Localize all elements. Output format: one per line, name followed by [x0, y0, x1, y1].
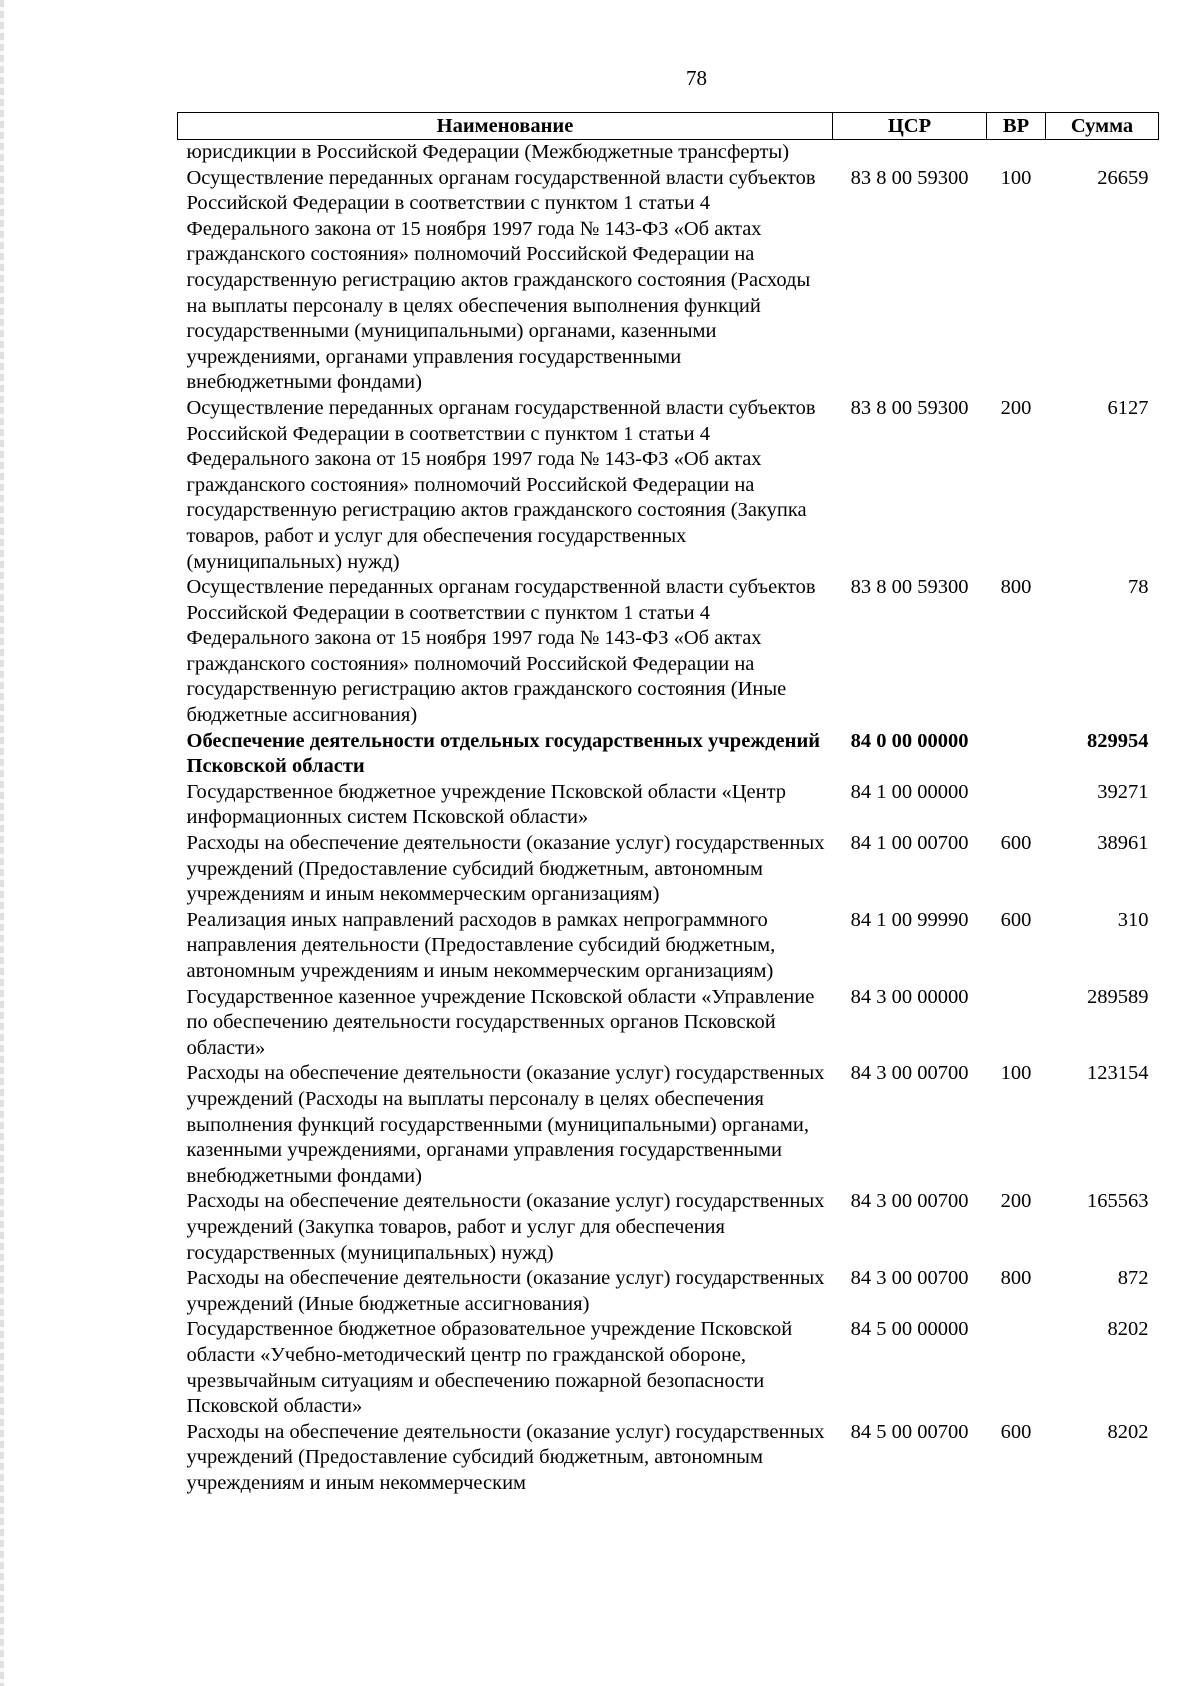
header-sum: Сумма [1046, 113, 1159, 140]
row-csr: 84 1 00 99990 [850, 908, 969, 931]
row-sum: 8202 [1107, 1420, 1149, 1443]
row-vr [987, 729, 1046, 780]
page-number: 78 [686, 66, 707, 90]
row-name: Государственное казенное учреждение Псковской области «Управление по обеспечению деятельности государственных органов Псковской области» [186, 985, 815, 1059]
row-csr: 84 3 00 00700 [850, 1190, 969, 1213]
row-name: юрисдикции в Российской Федерации (Межбюджетные трансферты) [186, 141, 790, 163]
table-row [178, 1266, 1159, 1317]
row-name: Государственное бюджетное образовательное учреждение Псковской области «Учебно-методический центр по гражданской обороне, чрезвычайным ситуациям и обеспечению пожарной безопасности Псковской области» [186, 1318, 793, 1418]
row-name: Государственное бюджетное учреждение Псковской области «Центр информационных систем Псковской области» [186, 780, 787, 829]
row-vr [987, 780, 1046, 831]
header-name: Наименование [178, 113, 833, 140]
table-row [178, 166, 1159, 396]
row-name: Осуществление переданных органам государственной власти субъектов Российской Федерации в соответствии с пунктом 1 статьи 4 Федерального закона от 15 ноября 1997 года № 143-ФЗ «Об актах гражданского состояния» полномочий Российской Федерации на государственную регистрацию актов гражданского состояния (Иные бюджетные ассигнования) [186, 576, 816, 727]
row-sum: 310 [1117, 908, 1149, 931]
table-row [178, 1317, 1159, 1419]
row-vr: 600 [1000, 1420, 1032, 1443]
row-vr: 800 [1000, 1267, 1032, 1290]
row-sum: 289589 [1087, 985, 1149, 1008]
row-name: Реализация иных направлений расходов в рамках непрограммного направления деятельности (Предоставление субсидий бюджетным, автономным учреждениям и иным некоммерческим организациям) [186, 908, 776, 982]
row-csr: 84 1 00 00000 [850, 780, 969, 803]
row-sum: 872 [1117, 1267, 1149, 1290]
row-vr: 600 [1000, 908, 1032, 931]
table-row [178, 780, 1159, 831]
row-sum: 38961 [1097, 832, 1149, 855]
table-row [178, 985, 1159, 1062]
row-csr: 84 3 00 00700 [850, 1062, 969, 1085]
row-sum: 8202 [1107, 1318, 1149, 1341]
table-row [178, 1189, 1159, 1266]
table-row [178, 396, 1159, 575]
row-csr: 84 5 00 00700 [850, 1420, 969, 1443]
header-csr: ЦСР [833, 113, 987, 140]
row-sum: 39271 [1097, 780, 1149, 803]
row-sum: 165563 [1087, 1190, 1149, 1213]
row-vr: 100 [1000, 166, 1032, 189]
row-sum: 829954 [1087, 729, 1149, 752]
row-csr: 83 8 00 59300 [850, 576, 969, 599]
table-row [178, 575, 1159, 729]
row-csr: 84 3 00 00700 [850, 1267, 969, 1290]
row-sum [1046, 140, 1159, 166]
row-name: Расходы на обеспечение деятельности (оказание услуг) государственных учреждений (Предоставление субсидий бюджетным, автономным учреждениям и иным некоммерческим [186, 1420, 825, 1494]
budget-table [177, 112, 1159, 1496]
table-row [178, 1061, 1159, 1189]
table-row [178, 729, 1159, 780]
row-sum: 123154 [1087, 1062, 1149, 1085]
row-name: Расходы на обеспечение деятельности (оказание услуг) государственных учреждений (Закупка товаров, работ и услуг для обеспечения государственных (муниципальных) нужд) [186, 1190, 825, 1264]
row-sum: 6127 [1107, 396, 1149, 419]
row-vr: 200 [1000, 1190, 1032, 1213]
row-vr [987, 1317, 1046, 1419]
header-row [178, 113, 1159, 140]
row-csr: 83 8 00 59300 [850, 166, 969, 189]
row-vr: 800 [1000, 576, 1032, 599]
row-csr: 83 8 00 59300 [850, 396, 969, 419]
row-vr: 600 [1000, 832, 1032, 855]
row-csr: 84 0 00 00000 [850, 729, 969, 752]
row-vr [987, 985, 1046, 1062]
row-name: Расходы на обеспечение деятельности (оказание услуг) государственных учреждений (Расходы на выплаты персоналу в целях обеспечения выполнения функций государственными (муниципальными) органами, казенными учреждениями, органами управления государственными внебюджетными фондами) [186, 1062, 825, 1187]
row-sum: 78 [1128, 576, 1149, 599]
table-row [178, 140, 1159, 166]
row-csr: 84 3 00 00000 [850, 985, 969, 1008]
row-name: Осуществление переданных органам государственной власти субъектов Российской Федерации в соответствии с пунктом 1 статьи 4 Федерального закона от 15 ноября 1997 года № 143-ФЗ «Об актах гражданского состояния» полномочий Российской Федерации на государственную регистрацию актов гражданского состояния (Расходы на выплаты персоналу в целях обеспечения выполнения функций государственными (муниципальными) органами, казенными учреждениями, органами управления государственными внебюджетными фондами) [186, 166, 816, 394]
table-header [178, 113, 1159, 140]
row-vr [987, 140, 1046, 166]
row-csr: 84 5 00 00000 [850, 1318, 969, 1341]
header-vr: ВР [987, 113, 1046, 140]
row-csr [833, 140, 987, 166]
row-name: Осуществление переданных органам государственной власти субъектов Российской Федерации в соответствии с пунктом 1 статьи 4 Федерального закона от 15 ноября 1997 года № 143-ФЗ «Об актах гражданского состояния» полномочий Российской Федерации на государственную регистрацию актов гражданского состояния (Закупка товаров, работ и услуг для обеспечения государственных (муниципальных) нужд) [186, 396, 816, 573]
row-csr: 84 1 00 00700 [850, 832, 969, 855]
row-name: Расходы на обеспечение деятельности (оказание услуг) государственных учреждений (Иные бюджетные ассигнования) [186, 1267, 825, 1315]
table-row [178, 908, 1159, 985]
table-row [178, 1420, 1159, 1497]
row-vr: 100 [1000, 1062, 1032, 1085]
row-name: Обеспечение деятельности отдельных государственных учреждений Псковской области [186, 729, 821, 778]
scan-edge [0, 0, 4, 1686]
row-sum: 26659 [1097, 166, 1149, 189]
row-vr: 200 [1000, 396, 1032, 419]
table-body [178, 140, 1159, 1497]
row-name: Расходы на обеспечение деятельности (оказание услуг) государственных учреждений (Предоставление субсидий бюджетным, автономным учреждениям и иным некоммерческим организациям) [186, 832, 825, 906]
table-row [178, 831, 1159, 908]
